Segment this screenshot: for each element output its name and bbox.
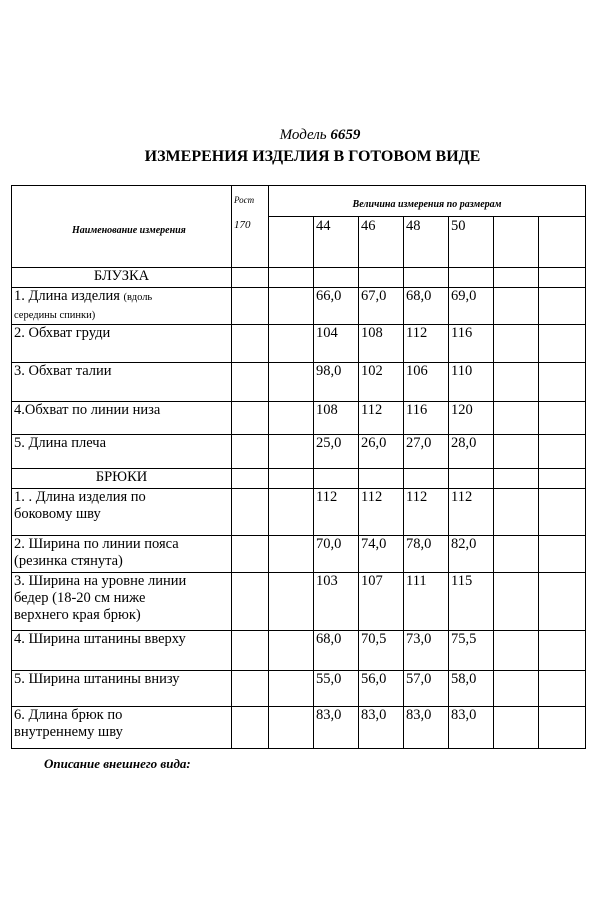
model-caption	[0, 127, 600, 144]
table-row	[12, 435, 586, 469]
value-cell: 112	[359, 402, 404, 435]
size-44: 44	[314, 217, 359, 268]
value-cell: 57,0	[404, 671, 449, 707]
table-row	[12, 573, 586, 631]
value-cell: 112	[404, 489, 449, 536]
value-cell: 111	[404, 573, 449, 631]
value-cell: 68,0	[404, 288, 449, 325]
row-name: 1. Длина изделия (вдоль середины спинки)	[12, 288, 232, 325]
value-cell: 70,0	[314, 536, 359, 573]
table-row	[12, 707, 586, 749]
value-cell: 74,0	[359, 536, 404, 573]
size-group-header: Величина измерения по размерам	[269, 186, 586, 217]
table-row	[12, 671, 586, 707]
value-cell: 106	[404, 363, 449, 402]
value-cell: 56,0	[359, 671, 404, 707]
value-cell: 83,0	[314, 707, 359, 749]
table-row	[12, 288, 586, 325]
value-cell: 112	[449, 489, 494, 536]
value-cell: 112	[404, 325, 449, 363]
row-name: 4. Ширина штанины вверху	[12, 631, 232, 671]
row-name: 3. Ширина на уровне линии бедер (18-20 см ниже верхнего края брюк)	[12, 573, 232, 631]
table-row	[12, 489, 586, 536]
value-cell: 27,0	[404, 435, 449, 469]
value-cell: 104	[314, 325, 359, 363]
table-row	[12, 631, 586, 671]
size-48: 48	[404, 217, 449, 268]
value-cell: 116	[404, 402, 449, 435]
value-cell: 25,0	[314, 435, 359, 469]
value-cell: 78,0	[404, 536, 449, 573]
rost-value: 170	[234, 219, 251, 231]
size-cell-empty	[494, 217, 539, 268]
row-name: 3. Обхват талии	[12, 363, 232, 402]
value-cell: 83,0	[449, 707, 494, 749]
value-cell: 120	[449, 402, 494, 435]
model-label: Модель	[279, 127, 327, 143]
value-cell: 83,0	[404, 707, 449, 749]
value-cell: 28,0	[449, 435, 494, 469]
table-row	[12, 363, 586, 402]
value-cell: 73,0	[404, 631, 449, 671]
size-cell-empty	[269, 217, 314, 268]
value-cell: 98,0	[314, 363, 359, 402]
value-cell: 102	[359, 363, 404, 402]
value-cell: 69,0	[449, 288, 494, 325]
row-name: 5. Длина плеча	[12, 435, 232, 469]
value-cell: 110	[449, 363, 494, 402]
row-name: 2. Обхват груди	[12, 325, 232, 363]
header-name-cell: Наименование измерения	[12, 186, 232, 268]
row-name: 2. Ширина по линии пояса (резинка стянута)	[12, 536, 232, 573]
value-cell: 108	[359, 325, 404, 363]
row-name: 1. . Длина изделия по боковому шву	[12, 489, 232, 536]
value-cell: 107	[359, 573, 404, 631]
row-name: 6. Длина брюк по внутреннему шву	[12, 707, 232, 749]
value-cell: 26,0	[359, 435, 404, 469]
value-cell: 115	[449, 573, 494, 631]
table-row	[12, 536, 586, 573]
value-cell: 58,0	[449, 671, 494, 707]
size-46: 46	[359, 217, 404, 268]
value-cell: 68,0	[314, 631, 359, 671]
value-cell: 75,5	[449, 631, 494, 671]
value-cell: 67,0	[359, 288, 404, 325]
size-cell-empty	[539, 217, 586, 268]
size-50: 50	[449, 217, 494, 268]
value-cell: 82,0	[449, 536, 494, 573]
rost-label: Рост	[234, 195, 255, 205]
section-row-blouse	[12, 268, 586, 288]
value-cell: 112	[314, 489, 359, 536]
measurements-table	[11, 185, 586, 749]
header-row-top	[12, 186, 586, 217]
value-cell: 70,5	[359, 631, 404, 671]
page-title: ИЗМЕРЕНИЯ ИЗДЕЛИЯ В ГОТОВОМ ВИДЕ	[144, 148, 481, 165]
row-name: 4.Обхват по линии низа	[12, 402, 232, 435]
value-cell: 108	[314, 402, 359, 435]
table-row	[12, 402, 586, 435]
value-cell: 112	[359, 489, 404, 536]
value-cell: 116	[449, 325, 494, 363]
table-row	[12, 325, 586, 363]
value-cell: 55,0	[314, 671, 359, 707]
appearance-description-heading: Описание внешнего вида:	[44, 756, 191, 771]
value-cell: 66,0	[314, 288, 359, 325]
section-title-blouse: БЛУЗКА	[12, 268, 232, 288]
row-name: 5. Ширина штанины внизу	[12, 671, 232, 707]
value-cell: 103	[314, 573, 359, 631]
section-title-trousers: БРЮКИ	[12, 469, 232, 489]
section-row-trousers	[12, 469, 586, 489]
model-number: 6659	[330, 127, 361, 143]
value-cell: 83,0	[359, 707, 404, 749]
header-rost-cell	[232, 186, 269, 268]
